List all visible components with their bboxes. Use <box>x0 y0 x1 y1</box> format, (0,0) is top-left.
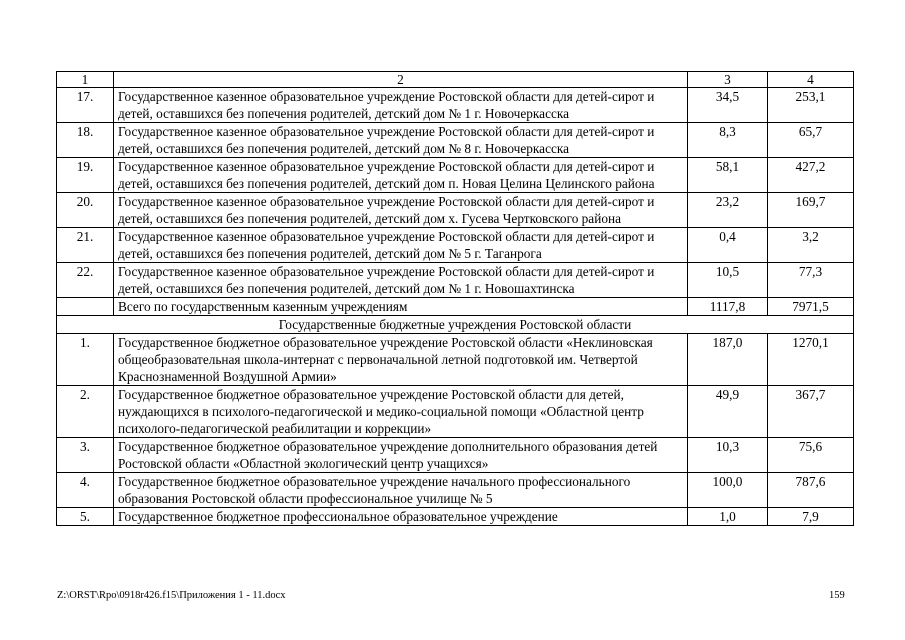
value-col-3: 10,5 <box>688 263 768 298</box>
institution-name: Государственное бюджетное образовательное учреждение дополнительного образования детей Ростовской области «Областной экологический центр учащихся» <box>114 438 688 473</box>
table-row <box>57 508 854 526</box>
table-row <box>57 193 854 228</box>
value-col-3: 100,0 <box>688 473 768 508</box>
table-row <box>57 228 854 263</box>
header-col-1: 1 <box>57 72 114 88</box>
row-number: 4. <box>57 473 114 508</box>
table-row <box>57 334 854 386</box>
table-row <box>57 263 854 298</box>
value-col-3: 10,3 <box>688 438 768 473</box>
row-number: 17. <box>57 88 114 123</box>
table-row <box>57 386 854 438</box>
value-col-4: 3,2 <box>768 228 854 263</box>
value-col-3: 58,1 <box>688 158 768 193</box>
value-col-3: 1,0 <box>688 508 768 526</box>
institution-name: Государственное бюджетное образовательное учреждение начального профессионального образования Ростовской области профессиональное училище № 5 <box>114 473 688 508</box>
value-col-3: 187,0 <box>688 334 768 386</box>
value-col-3: 23,2 <box>688 193 768 228</box>
header-col-4: 4 <box>768 72 854 88</box>
value-col-4: 7,9 <box>768 508 854 526</box>
total-empty-cell <box>57 298 114 316</box>
row-number: 2. <box>57 386 114 438</box>
table-row <box>57 158 854 193</box>
value-col-4: 77,3 <box>768 263 854 298</box>
row-number: 21. <box>57 228 114 263</box>
institution-name: Государственное казенное образовательное учреждение Ростовской области для детей-сирот и детей, оставшихся без попечения родителей, детский дом № 1 г. Новочеркасска <box>114 88 688 123</box>
value-col-3: 34,5 <box>688 88 768 123</box>
institution-name: Государственное бюджетное образовательное учреждение Ростовской области для детей, нуждающихся в психолого-педагогической и медико-социальной помощи «Областной центр психолого-педагогической реабилитации и коррекции» <box>114 386 688 438</box>
value-col-4: 253,1 <box>768 88 854 123</box>
value-col-4: 427,2 <box>768 158 854 193</box>
footer-page-number: 159 <box>829 590 845 601</box>
table-row <box>57 473 854 508</box>
row-number: 3. <box>57 438 114 473</box>
header-col-2: 2 <box>114 72 688 88</box>
value-col-3: 49,9 <box>688 386 768 438</box>
value-col-4: 169,7 <box>768 193 854 228</box>
value-col-4: 75,6 <box>768 438 854 473</box>
institution-name: Государственное казенное образовательное учреждение Ростовской области для детей-сирот и детей, оставшихся без попечения родителей, детский дом № 8 г. Новочеркасска <box>114 123 688 158</box>
footer-file-path: Z:\ORST\Rpo\0918r426.f15\Приложения 1 - 11.docx <box>57 590 286 601</box>
section-title-row <box>57 316 854 334</box>
institution-name: Государственное казенное образовательное учреждение Ростовской области для детей-сирот и детей, оставшихся без попечения родителей, детский дом х. Гусева Чертковского района <box>114 193 688 228</box>
institution-name: Государственное бюджетное профессиональное образовательное учреждение <box>114 508 688 526</box>
total-value-col-4: 7971,5 <box>768 298 854 316</box>
value-col-3: 0,4 <box>688 228 768 263</box>
total-row <box>57 298 854 316</box>
appendix-table <box>56 71 854 526</box>
row-number: 1. <box>57 334 114 386</box>
total-label: Всего по государственным казенным учреждениям <box>114 298 688 316</box>
value-col-4: 65,7 <box>768 123 854 158</box>
row-number: 18. <box>57 123 114 158</box>
table-row <box>57 123 854 158</box>
value-col-4: 367,7 <box>768 386 854 438</box>
institution-name: Государственное казенное образовательное учреждение Ростовской области для детей-сирот и детей, оставшихся без попечения родителей, детский дом № 1 г. Новошахтинска <box>114 263 688 298</box>
row-number: 22. <box>57 263 114 298</box>
section-title: Государственные бюджетные учреждения Ростовской области <box>57 316 854 334</box>
table-row <box>57 88 854 123</box>
total-value-col-3: 1117,8 <box>688 298 768 316</box>
institution-name: Государственное казенное образовательное учреждение Ростовской области для детей-сирот и детей, оставшихся без попечения родителей, детский дом № 5 г. Таганрога <box>114 228 688 263</box>
row-number: 20. <box>57 193 114 228</box>
value-col-3: 8,3 <box>688 123 768 158</box>
header-row <box>57 72 854 88</box>
institution-name: Государственное казенное образовательное учреждение Ростовской области для детей-сирот и детей, оставшихся без попечения родителей, детский дом п. Новая Целина Целинского района <box>114 158 688 193</box>
value-col-4: 787,6 <box>768 473 854 508</box>
value-col-4: 1270,1 <box>768 334 854 386</box>
header-col-3: 3 <box>688 72 768 88</box>
institution-name: Государственное бюджетное образовательное учреждение Ростовской области «Неклиновская общеобразовательная школа-интернат с первоначальной летной подготовкой им. Четвертой Краснознаменной Воздушной Армии» <box>114 334 688 386</box>
table-row <box>57 438 854 473</box>
row-number: 5. <box>57 508 114 526</box>
row-number: 19. <box>57 158 114 193</box>
